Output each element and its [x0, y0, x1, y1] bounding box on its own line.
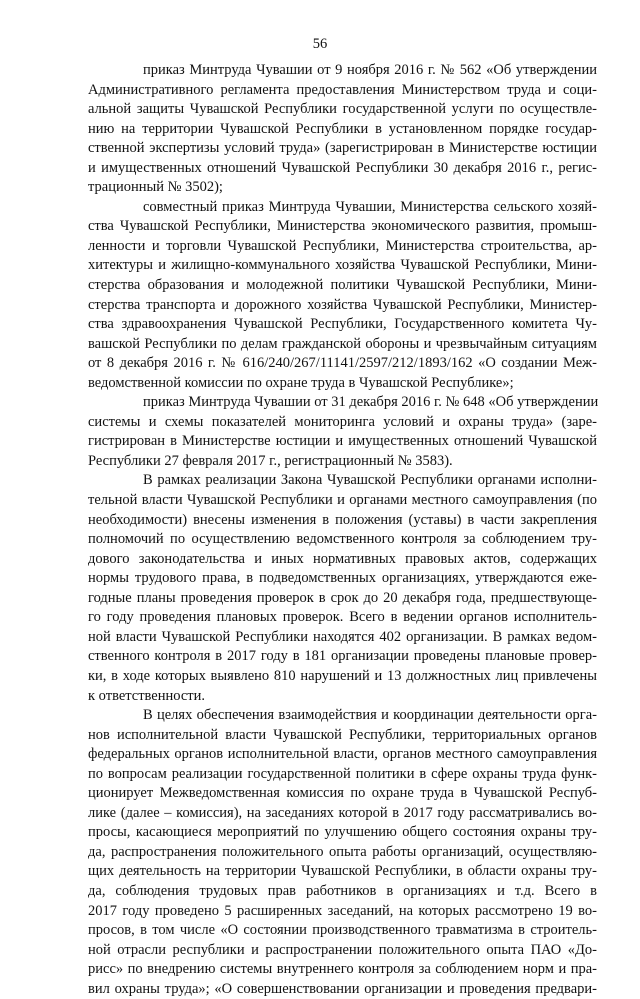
- text-line: щих деятельность на территории Чувашской Республики, в области охраны тру-: [88, 863, 597, 880]
- text-line: трационный № 3502);: [88, 179, 223, 196]
- text-line: нов исполнительной власти Чувашской Республики, территориальных органов: [88, 726, 597, 743]
- text-line: просов, в том числе «О состоянии производственного травматизма в строитель-: [88, 922, 597, 939]
- text-line: хитектуры и жилищно-коммунального хозяйства Чувашской Республики, Мини-: [88, 257, 597, 274]
- text-line: по вопросам реализации государственной политики в сфере охраны труда функ-: [88, 765, 597, 782]
- text-line: к ответственности.: [88, 687, 206, 704]
- text-line: от 8 декабря 2016 г. № 616/240/267/11141/2597/212/1893/162 «О создании Меж-: [88, 355, 597, 372]
- text-line: стерства транспорта и дорожного хозяйства Чувашской Республики, Министер-: [88, 296, 597, 313]
- text-line: да, соблюдения трудовых прав работников в организациях и т.д. Всего в: [88, 882, 597, 899]
- text-line: системы и схемы показателей мониторинга условий и охраны труда» (заре-: [88, 413, 597, 430]
- text-line: ной власти Чувашской Республики находятся 402 организации. В рамках ведом-: [88, 628, 597, 645]
- text-line: ственного контроля в 2017 году в 181 организации проведены плановые провер-: [88, 648, 597, 665]
- text-line: ства Чувашской Республики, Министерства экономического развития, промыш-: [88, 218, 597, 235]
- body-text: [88, 61, 597, 999]
- text-line: ной отрасли республики и распространении положительного опыта ПАО «До-: [88, 941, 597, 958]
- text-line: альной защиты Чувашской Республики государственной услуги по осуществле-: [88, 101, 597, 118]
- text-line: годные планы проведения проверок в срок до 20 декабря года, предшествующе-: [88, 589, 597, 606]
- text-line: ционирует Межведомственная комиссия по охране труда в Чувашской Респуб-: [88, 785, 597, 802]
- paragraph: [88, 198, 597, 393]
- text-line: дового законодательства и иных нормативных правовых актов, содержащих: [88, 550, 597, 567]
- text-line: необходимости) внесены изменения в положения (уставы) в части закрепления: [88, 511, 597, 528]
- paragraph: [88, 393, 597, 471]
- text-line: федеральных органов исполнительной власти, органов местного самоуправления: [88, 746, 597, 763]
- text-line: приказ Минтруда Чувашии от 9 ноября 2016 г. № 562 «Об утверждении: [143, 62, 597, 78]
- text-line: и имущественных отношений Чувашской Республики 30 декабря 2016 г., регис-: [88, 159, 597, 176]
- text-line: рисс» по внедрению системы внутреннего контроля за соблюдением норм и пра-: [88, 961, 597, 978]
- text-line: тельной власти Чувашской Республики и органами местного самоуправления (по: [88, 492, 597, 509]
- text-line: го году проведения плановых проверок. Всего в ведении органов исполнитель-: [88, 609, 597, 626]
- text-line: да, распространения положительного опыта работы организаций, осуществляю-: [88, 843, 597, 860]
- text-line: вил охраны труда»; «О совершенствовании организации и проведения предвари-: [88, 980, 597, 997]
- text-line: В целях обеспечения взаимодействия и координации деятельности орга-: [143, 707, 597, 724]
- text-line: ства здравоохранения Чувашской Республики, Государственного комитета Чу-: [88, 316, 597, 333]
- text-line: Административного регламента предоставления Министерством труда и соци-: [88, 81, 597, 98]
- text-line: приказ Минтруда Чувашии от 31 декабря 2016 г. № 648 «Об утверждении: [143, 394, 599, 411]
- page-number: 56: [312, 36, 328, 52]
- text-line: В рамках реализации Закона Чувашской Республики органами исполни-: [143, 472, 597, 489]
- text-line: совместный приказ Минтруда Чувашии, Министерства сельского хозяй-: [143, 198, 597, 215]
- text-line: ленности и торговли Чувашской Республики, Министерства строительства, ар-: [88, 237, 597, 254]
- text-line: просы, касающиеся мероприятий по улучшению общего состояния охраны тру-: [88, 824, 597, 841]
- text-line: гистрирован в Министерстве юстиции и имущественных отношений Чувашской: [88, 433, 597, 450]
- text-line: 2017 году проведено 5 расширенных заседаний, на которых рассмотрено 19 во-: [88, 902, 597, 919]
- paragraph: [88, 471, 597, 706]
- text-line: ки, в ходе которых выявлено 810 нарушений и 13 должностных лиц привлечены: [88, 667, 597, 684]
- text-line: стерства образования и молодежной политики Чувашской Республики, Мини-: [88, 277, 597, 294]
- text-line: нию на территории Чувашской Республики в установленном порядке государ-: [88, 120, 597, 137]
- paragraph: [88, 61, 597, 198]
- text-line: лике (далее – комиссия), на заседаниях которой в 2017 году рассматривались во-: [88, 804, 597, 821]
- text-line: вашской Республики по делам гражданской обороны и чрезвычайным ситуациям: [88, 335, 597, 352]
- paragraph: [88, 706, 597, 999]
- text-line: Республики 27 февраля 2017 г., регистрационный № 3583).: [88, 452, 453, 469]
- text-line: нормы трудового права, в подведомственных организациях, утверждаются еже-: [88, 570, 597, 587]
- text-line: ведомственной комиссии по охране труда в Чувашской Республике»;: [88, 374, 514, 391]
- text-line: ственной экспертизы условий труда» (зарегистрирован в Министерстве юстиции: [88, 140, 597, 157]
- text-line: полномочий по осуществлению ведомственного контроля за соблюдением тру-: [88, 531, 597, 548]
